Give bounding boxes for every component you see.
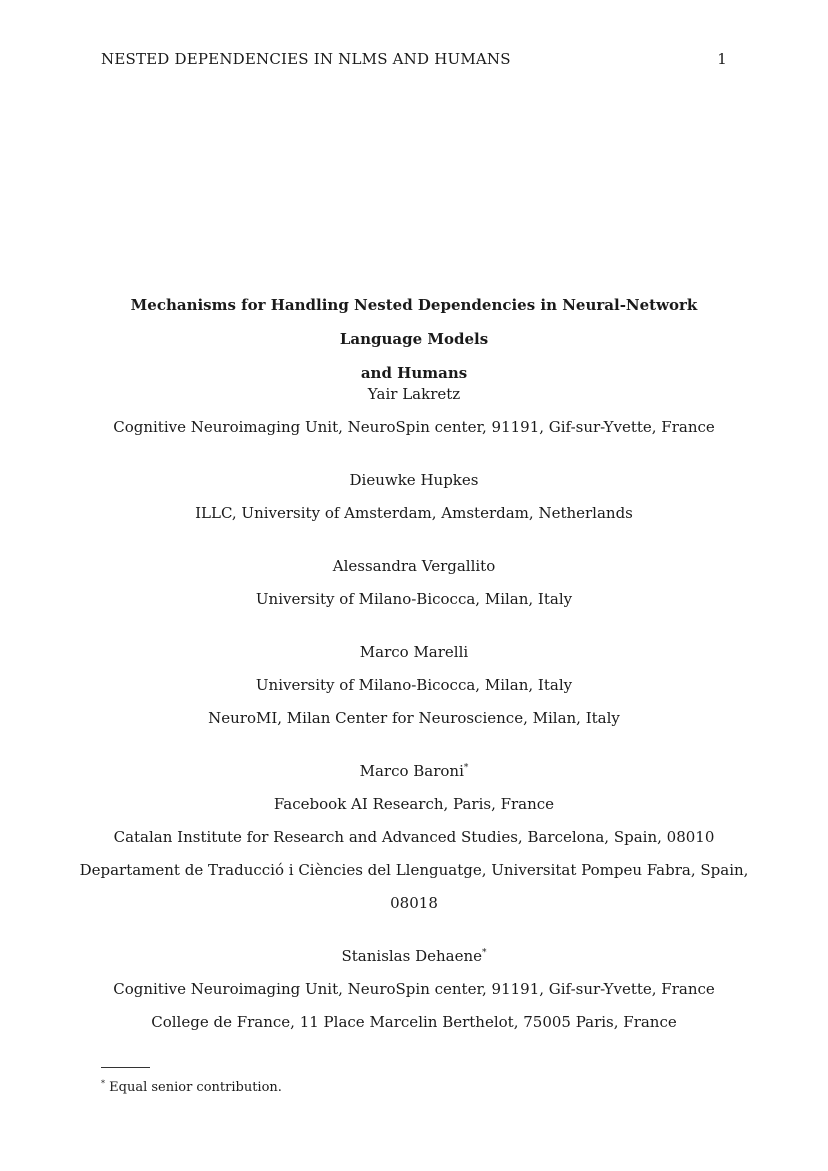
- author-name: Marco Marelli: [359, 643, 469, 661]
- author-block: [60, 755, 768, 920]
- author-affiliation: University of Milano-Bicocca, Milan, Italy: [255, 590, 573, 608]
- author-name: Stanislas Dehaene*: [341, 947, 487, 965]
- author-name: Yair Lakretz: [367, 385, 461, 403]
- author-affiliation: 08018: [390, 894, 438, 912]
- author-affiliation: Departament de Traducció i Ciències del Llenguatge, Universitat Pompeu Fabra, Spain,: [79, 861, 749, 879]
- author-block: [60, 636, 768, 735]
- running-head: [101, 50, 727, 68]
- author-affiliation: ILLC, University of Amsterdam, Amsterdam, Netherlands: [195, 504, 633, 522]
- equal-contribution-mark: *: [482, 948, 487, 958]
- page-number: 1: [717, 50, 727, 68]
- footnote-mark: *: [101, 1079, 105, 1088]
- author-list: [60, 378, 768, 1059]
- footnote: [101, 1080, 282, 1095]
- author-block: [60, 550, 768, 616]
- author-block: [60, 464, 768, 530]
- equal-contribution-mark: *: [463, 763, 469, 773]
- footnote-divider: [101, 1067, 150, 1068]
- paper-title: [90, 288, 738, 390]
- author-name: Marco Baroni*: [359, 762, 469, 780]
- title-line-1: Mechanisms for Handling Nested Dependencies in Neural-Network Language Models: [130, 296, 698, 348]
- author-affiliation: Catalan Institute for Research and Advanced Studies, Barcelona, Spain, 08010: [113, 828, 715, 846]
- author-affiliation: Facebook AI Research, Paris, France: [273, 795, 555, 813]
- running-title: NESTED DEPENDENCIES IN NLMS AND HUMANS: [101, 50, 511, 68]
- author-name: Dieuwke Hupkes: [349, 471, 479, 489]
- author-block: [60, 378, 768, 444]
- author-affiliation: Cognitive Neuroimaging Unit, NeuroSpin center, 91191, Gif-sur-Yvette, France: [113, 418, 715, 436]
- author-name: Alessandra Vergallito: [332, 557, 496, 575]
- author-affiliation: University of Milano-Bicocca, Milan, Italy: [255, 676, 573, 694]
- author-block: [60, 940, 768, 1039]
- author-affiliation: Cognitive Neuroimaging Unit, NeuroSpin center, 91191, Gif-sur-Yvette, France: [113, 980, 715, 998]
- title-line-2: and Humans: [360, 364, 468, 382]
- author-affiliation: College de France, 11 Place Marcelin Berthelot, 75005 Paris, France: [151, 1013, 677, 1031]
- footnote-text: Equal senior contribution.: [109, 1080, 282, 1095]
- author-affiliation: NeuroMI, Milan Center for Neuroscience, Milan, Italy: [208, 709, 620, 727]
